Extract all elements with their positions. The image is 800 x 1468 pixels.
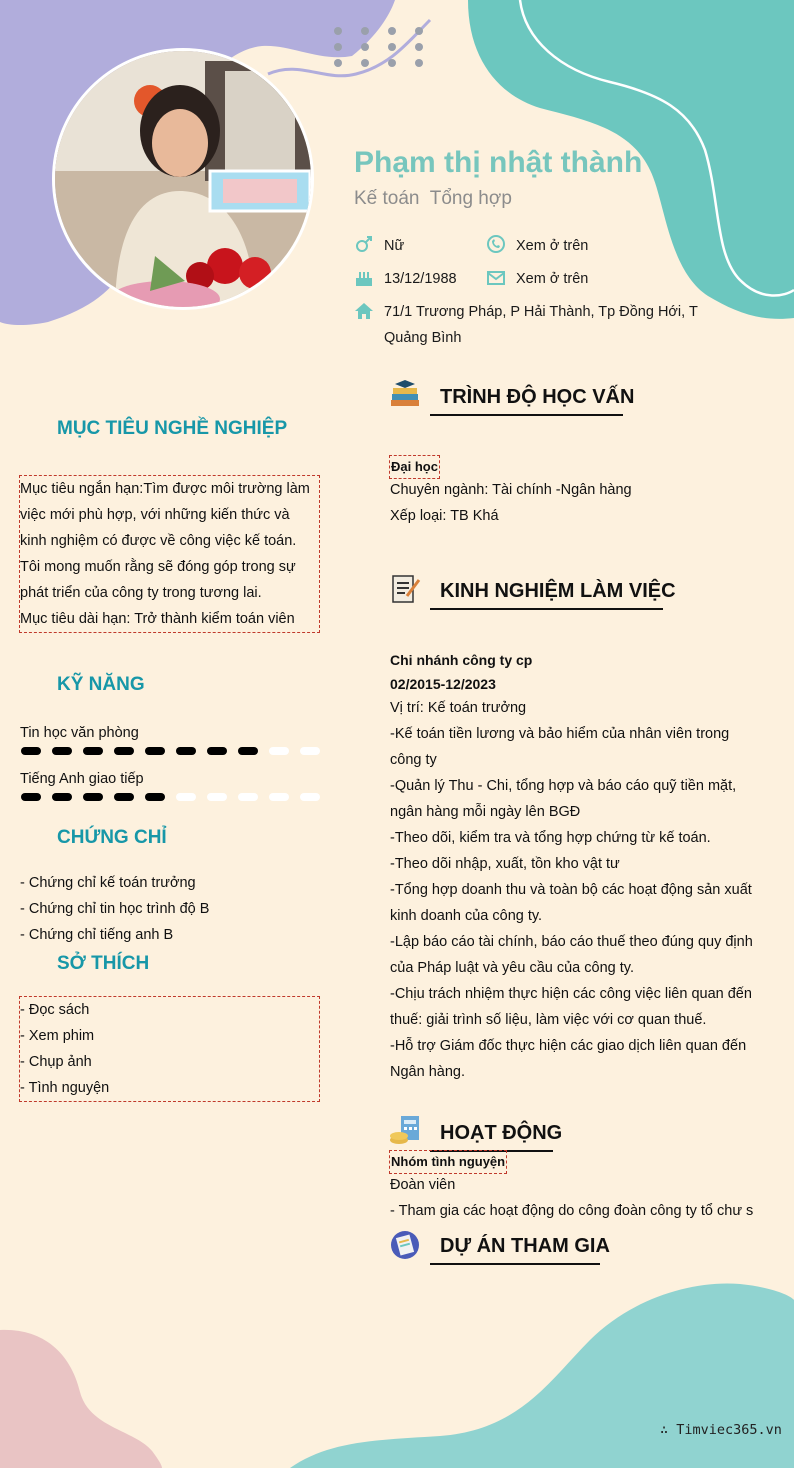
experience-line: Ngân hàng. (390, 1064, 465, 1080)
skill-segment-filled (145, 747, 165, 755)
home-icon (354, 301, 374, 321)
list-item: - Chứng chỉ kế toán trưởng (20, 875, 196, 891)
experience-line: thuế: giải trình số liệu, làm việc với cơ quan thuế. (390, 1012, 707, 1028)
page-edge (794, 0, 800, 1468)
address-line-1: 71/1 Trương Pháp, P Hải Thành, Tp Đồng Hới, T (384, 304, 698, 320)
education-major: Chuyên ngành: Tài chính -Ngân hàng (390, 482, 632, 498)
certificates-list (20, 870, 209, 948)
dot-grid (330, 24, 430, 72)
teal-blob-bottom (290, 1283, 794, 1468)
experience-line: -Hỗ trợ Giám đốc thực hiện các giao dịch liên quan đến (390, 1038, 747, 1054)
experience-line: kinh doanh của công ty. (390, 908, 543, 924)
objective-heading: MỤC TIÊU NGHỀ NGHIỆP (57, 418, 288, 439)
experience-line: -Theo dõi nhập, xuất, tồn kho vật tư (390, 856, 620, 872)
experience-icon (389, 572, 421, 604)
skill-segment-filled (83, 747, 103, 755)
activities-group: Nhóm tình nguyện (389, 1150, 507, 1174)
experience-line: -Quản lý Thu - Chi, tổng hợp và báo cáo quỹ tiền mặt, (390, 778, 737, 794)
skill-label: Tin học văn phòng (20, 725, 139, 741)
list-item: - Đọc sách (20, 1002, 90, 1018)
skill-segment-empty (238, 793, 258, 801)
experience-underline (430, 608, 663, 610)
gender-value: Nữ (384, 238, 405, 254)
gender-icon (354, 234, 374, 254)
objective-line: Mục tiêu ngắn hạn:Tìm được môi trường làm (20, 481, 310, 497)
skill-bar (20, 746, 320, 756)
certificates-heading: CHỨNG CHỈ (57, 827, 167, 848)
experience-line: -Lập báo cáo tài chính, báo cáo thuế theo đúng quy định (390, 934, 753, 950)
activities-icon (389, 1114, 421, 1146)
skill-segment-filled (21, 747, 41, 755)
activities-heading: HOẠT ĐỘNG (440, 1122, 563, 1144)
education-rank: Xếp loại: TB Khá (390, 508, 499, 524)
profile-photo (52, 48, 314, 310)
skills-heading: KỸ NĂNG (57, 674, 145, 695)
job-title: Kế toán Tổng hợp (354, 188, 512, 209)
skill-segment-empty (176, 793, 196, 801)
experience-details (390, 695, 753, 1085)
skill-segment-empty (300, 747, 320, 755)
skill-segment-empty (269, 793, 289, 801)
objective-line: Tôi mong muốn rằng sẽ đóng góp trong sự (20, 559, 296, 575)
address-line-2: Quảng Bình (384, 330, 462, 346)
candidate-name: Phạm thị nhật thành (354, 146, 643, 179)
list-item: - Chứng chỉ tin học trình độ B (20, 901, 210, 917)
skill-segment-filled (83, 793, 103, 801)
projects-heading: DỰ ÁN THAM GIA (440, 1235, 610, 1257)
phone-value: Xem ở trên (516, 238, 589, 254)
activities-description: - Tham gia các hoạt động do công đoàn công ty tổ chư s (390, 1203, 754, 1219)
skill-segment-filled (176, 747, 196, 755)
education-icon (389, 378, 421, 410)
photo-placeholder (55, 51, 314, 310)
watermark: ∴ Timviec365.vn (660, 1422, 782, 1438)
experience-heading: KINH NGHIỆM LÀM VIỆC (440, 580, 676, 602)
objective-line: việc mới phù hợp, với những kiến thức và (20, 507, 290, 523)
experience-company: Chi nhánh công ty cp (390, 652, 533, 668)
experience-period: 02/2015-12/2023 (390, 676, 496, 692)
education-school: Đại học (389, 455, 440, 479)
hobbies-box (19, 996, 320, 1102)
pink-blob (0, 1330, 162, 1468)
education-underline (430, 414, 623, 416)
skill-segment-empty (300, 793, 320, 801)
list-item: - Tình nguyện (20, 1080, 110, 1096)
skill-segment-filled (52, 747, 72, 755)
email-value: Xem ở trên (516, 271, 589, 287)
experience-line: công ty (390, 752, 437, 768)
skill-segment-filled (52, 793, 72, 801)
skill-segment-filled (114, 793, 134, 801)
activities-role: Đoàn viên (390, 1177, 456, 1193)
list-item: - Chụp ảnh (20, 1054, 92, 1070)
birthday-icon (354, 268, 374, 288)
objective-line: kinh nghiệm có được về công việc kế toán. (20, 533, 297, 549)
objective-line: Mục tiêu dài hạn: Trở thành kiểm toán viên (20, 611, 295, 627)
experience-line: ngân hàng mỗi ngày lên BGĐ (390, 804, 581, 820)
objective-line: phát triển của công ty trong tương lai. (20, 585, 262, 601)
skill-segment-filled (207, 747, 227, 755)
list-item: - Chứng chỉ tiếng anh B (20, 927, 174, 943)
birthdate-value: 13/12/1988 (384, 271, 457, 287)
projects-underline (430, 1263, 600, 1265)
experience-line: -Theo dõi, kiểm tra và tổng hợp chứng từ kế toán. (390, 830, 711, 846)
skill-segment-empty (207, 793, 227, 801)
skill-label: Tiếng Anh giao tiếp (20, 771, 144, 787)
skill-bar (20, 792, 320, 802)
experience-line: -Kế toán tiền lương và bảo hiểm của nhân viên trong (390, 726, 730, 742)
experience-line: -Chịu trách nhiệm thực hiện các công việc liên quan đến (390, 986, 752, 1002)
skill-segment-filled (238, 747, 258, 755)
skill-segment-filled (21, 793, 41, 801)
list-item: - Xem phim (20, 1028, 95, 1044)
skill-segment-filled (145, 793, 165, 801)
objective-box (19, 475, 320, 633)
experience-line: -Tổng hợp doanh thu và toàn bộ các hoạt động sản xuất (390, 882, 752, 898)
projects-icon (389, 1229, 421, 1261)
phone-icon (486, 234, 506, 254)
hobbies-heading: SỞ THÍCH (57, 953, 150, 974)
skill-segment-filled (114, 747, 134, 755)
experience-line: của Pháp luật và yêu cầu của công ty. (390, 960, 634, 976)
email-icon (486, 268, 506, 288)
education-heading: TRÌNH ĐỘ HỌC VẤN (440, 386, 635, 408)
skill-segment-empty (269, 747, 289, 755)
experience-line: Vị trí: Kế toán trưởng (390, 700, 527, 716)
